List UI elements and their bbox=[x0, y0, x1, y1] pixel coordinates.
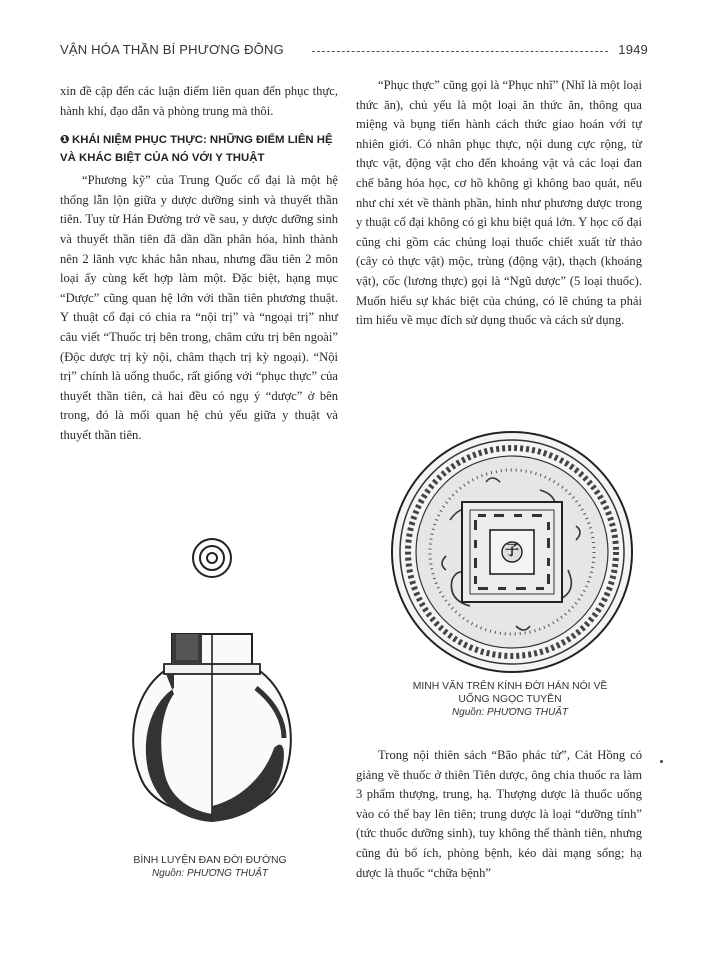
heading-bullet-icon: ❶ bbox=[60, 134, 70, 147]
mirror-caption-line2: UỐNG NGỌC TUYỀN bbox=[458, 694, 562, 705]
flask-caption bbox=[100, 854, 320, 880]
mirror-caption-source: Nguồn: PHƯƠNG THUẬT bbox=[451, 707, 569, 718]
mirror-caption bbox=[370, 680, 650, 719]
flask-caption-line1: BÌNH LUYỆN ĐAN ĐỜI ĐƯỜNG bbox=[133, 855, 287, 866]
body-paragraph: “Phục thực” cũng gọi là “Phục nhĩ” (Nhĩ là một loại thức ăn), chủ yếu là một loại ăn thức ăn, thông qua miệng và bụng tiến hành cách thức giao hoán với tự nhiên giới. Có nhân phục thực, nội dung cực rộng, từ thực vật, động vật cho đến khoáng vật và các loại đan chế bằng hóa học, cơ hồ không gì không bao quát, nếu như chỉ xét về thành phần, hình như phương dược trong y thuật cổ đại không có gì khu biệt quá lớn. Y học cổ đại cũng chỉ gồm các chủng loại thuốc chiết xuất từ thảo (cây cỏ thực vật) mộc, trùng (động vật), thạch (khoáng vật), cốc (lương thực) gọi là “Ngũ dược” (5 loại thuốc). Muốn hiểu sự khác biệt của chúng, có lẽ chúng ta phải tìm hiểu về mục đích sử dụng thuốc và cách sử dụng. bbox=[356, 78, 642, 328]
running-head bbox=[60, 42, 648, 62]
left-column bbox=[60, 82, 338, 446]
page-number: 1949 bbox=[618, 42, 648, 57]
right-column-bottom bbox=[356, 746, 642, 883]
tang-alchemy-flask-illustration bbox=[114, 538, 304, 858]
running-head-rule bbox=[312, 51, 608, 52]
mirror-caption-line1: MINH VĂN TRÊN KÍNH ĐỜI HÁN NÓI VỀ bbox=[412, 681, 608, 692]
right-column-top bbox=[356, 76, 642, 331]
section-heading-text: KHÁI NIỆM PHỤC THỰC: NHỮNG ĐIỂM LIÊN HỆ VÀ KHÁC BIỆT CỦA NÓ VỚI Y THUẬT bbox=[60, 134, 333, 165]
body-paragraph: “Phương kỹ” của Trung Quốc cổ đại là một hệ thống lẫn lộn giữa y dược dưỡng sinh và thuyết thần tiên. Tuy từ Hán Đường trở về sau, y dược dưỡng sinh và thuyết thần tiên đã dần dần phân hóa, hình thành nên 2 lãnh vực khác hẳn nhau, nhưng đầu tiên 2 môn loại ấy cùng kết hợp làm một. Đặc biệt, hạng mục “Dược” cũng quan hệ lớn với thần tiên phương thuật. Y thuật cổ đại có chia ra “nội trị” và “ngoại trị” như câu viết “Thuốc trị bên trong, châm cứu trị bên ngoài” (Độc dược trị kỳ nội, châm thạch trị kỳ ngoại). “Nội trị” chính là uống thuốc, rất giống với “phục thực” của thuyết thần tiên, cả hai đều có ngụ ý “dược” ở bên trong, đó là mối quan hệ chủ yếu giữa y thuật và thuyết thần tiên. bbox=[60, 173, 338, 442]
flask-caption-source: Nguồn: PHƯƠNG THUẬT bbox=[151, 868, 269, 879]
section-heading bbox=[60, 131, 338, 167]
flask-drawing bbox=[114, 538, 304, 858]
han-mirror-illustration bbox=[390, 430, 634, 674]
mirror-center-glyph: 子 bbox=[505, 543, 519, 559]
scan-speck bbox=[660, 760, 663, 763]
running-head-title: VẬN HÓA THẦN BÍ PHƯƠNG ĐÔNG bbox=[60, 42, 284, 57]
body-paragraph: Trong nội thiên sách “Bão phác tử”, Cát Hồng có giảng về thuốc ở thiên Tiên dược, ông chia thuốc ra làm 3 phẩm thượng, trung, hạ. Thượng dược là thuốc uống vào có thể bay lên tiên; trung dược là loại “dưỡng tính” (tức thuốc dưỡng sinh), tuy không thể thành tiên, nhưng cũng đủ bổ ích, phòng bệnh, kéo dài mạng sống; hạ dược là thuốc “chữa bệnh” bbox=[356, 748, 642, 880]
intro-paragraph: xin đề cập đến các luận điểm liên quan đến phục thực, hành khí, đạo dẫn và phòng trung mà thôi. bbox=[60, 84, 338, 118]
